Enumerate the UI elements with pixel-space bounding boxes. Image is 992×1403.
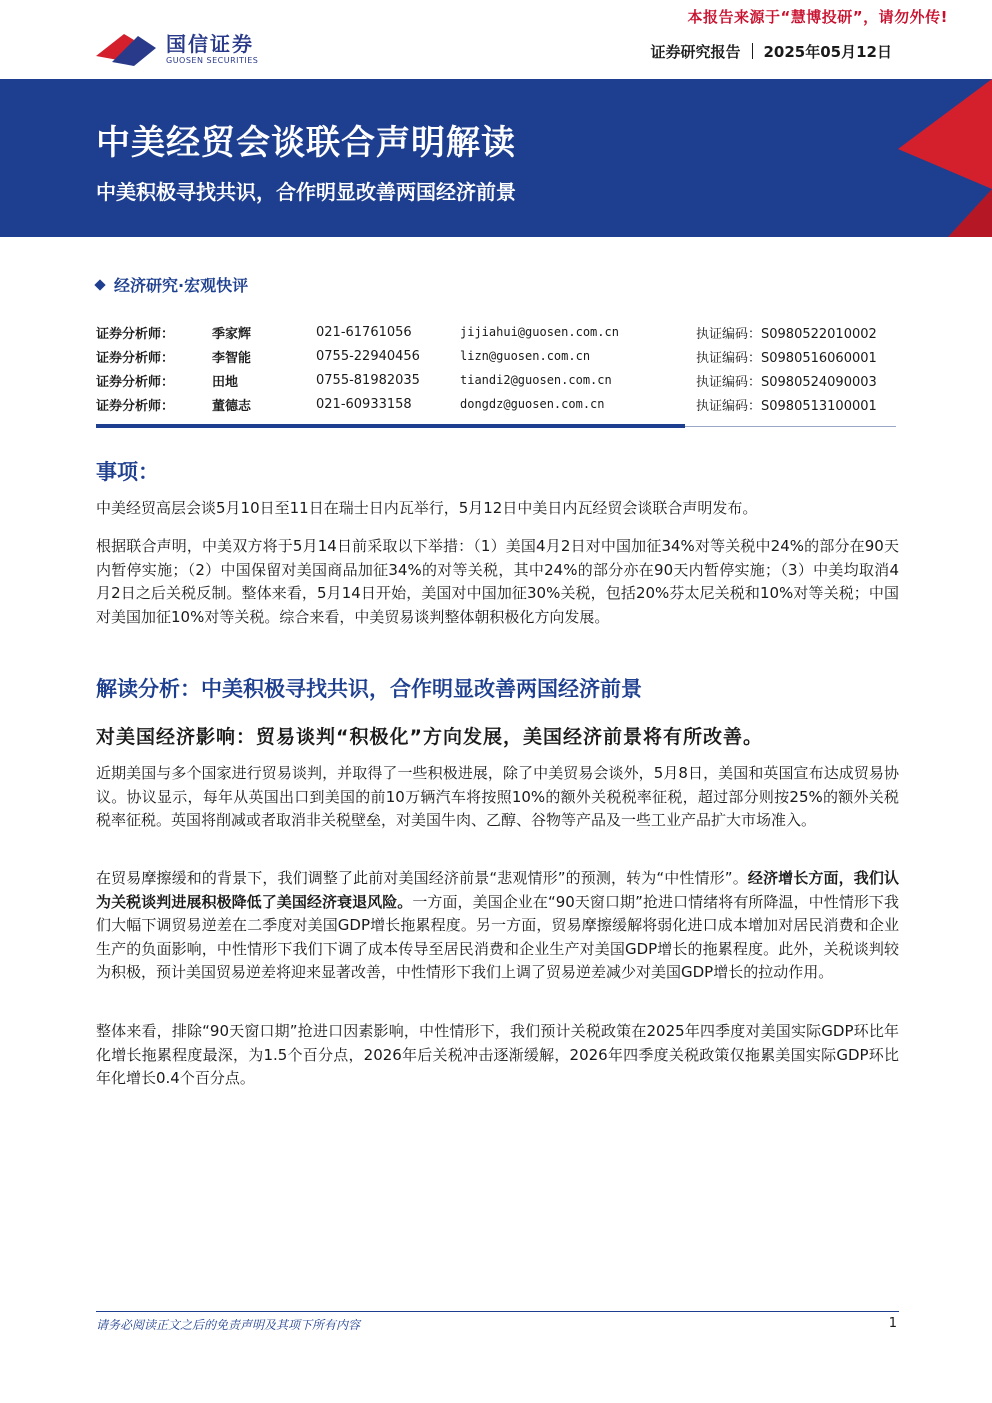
analyst-role: 证券分析师： [96,350,175,366]
section-divider [96,424,685,428]
analyst-role: 证券分析师： [96,326,175,342]
analyst-phone: 021-60933158 [316,396,412,412]
report-type: 证券研究报告 [650,43,741,61]
analyst-cert: 执证编码：S0980524090003 [696,374,877,390]
impact-heading: 对美国经济影响：贸易谈判“积极化”方向发展，美国经济前景将有所改善。 [96,726,763,748]
analyst-row [96,392,896,416]
analyst-cert: 执证编码：S0980522010002 [696,326,877,342]
impact-p2-lead: 在贸易摩擦缓和的背景下，我们调整了此前对美国经济前景“悲观情形”的预测，转为“中性情形”。 [96,869,748,887]
page-number: 1 [888,1316,897,1331]
analyst-role: 证券分析师： [96,398,175,414]
meta-divider [752,43,753,59]
footer-divider [96,1311,899,1312]
analyst-row [96,344,896,368]
impact-paragraph-3: 整体来看，排除“90天窗口期”抢进口因素影响，中性情形下，我们预计关税政策在2025年四季度对美国实际GDP环比年化增长拖累程度最深，为1.5个百分点，2026年后关税冲击逐渐缓解，2026年四季度关税政策仅拖累美国实际GDP环比年化增长0.4个百分点。 [96,1022,899,1087]
report-category [96,273,248,296]
analyst-name: 季家辉 [212,326,252,342]
source-notice: 本报告来源于“慧博投研”，请勿外传! [687,8,948,26]
events-paragraph-2: 根据联合声明，中美双方将于5月14日前采取以下举措：（1）美国4月2日对中国加征34%对等关税中24%的部分在90天内暂停实施；（2）中国保留对美国商品加征34%的对等关税，其中24%的部分亦在90天内暂停实施；（3）中美均取消4月2日之后关税反制。整体来看，5月14日开始，美国对中国加征30%关税，包括20%芬太尼关税和10%对等关税；中国对美国加征10%对等关税。综合来看，中美贸易谈判整体朝积极化方向发展。 [96,537,899,626]
impact-paragraph-1: 近期美国与多个国家进行贸易谈判，并取得了一些积极进展，除了中美贸易会谈外，5月8日，美国和英国宣布达成贸易协议。协议显示，每年从英国出口到美国的前10万辆汽车将按照10%的额外关税税率征税，超过部分则按25%的额外关税税率征税。英国将削减或者取消非关税壁垒，对美国牛肉、乙醇、谷物等产品及一些工业产品扩大市场准入。 [96,764,899,829]
impact-paragraph-2 [96,867,899,985]
report-subtitle: 中美积极寻找共识，合作明显改善两国经济前景 [96,180,516,204]
category-label: 经济研究·宏观快评 [114,276,249,295]
analyst-name: 董德志 [212,398,252,414]
analyst-cert: 执证编码：S0980516060001 [696,350,877,366]
guosen-logo-mark-icon [94,26,158,70]
footer-disclaimer: 请务必阅读正文之后的免责声明及其项下所有内容 [96,1318,361,1332]
diamond-bullet-icon [94,279,105,290]
analyst-email: lizn@guosen.com.cn [460,349,591,363]
analyst-phone: 021-61761056 [316,324,412,340]
analysis-heading: 解读分析：中美积极寻找共识，合作明显改善两国经济前景 [96,677,642,701]
report-meta [650,41,892,62]
analyst-email: dongdz@guosen.com.cn [460,397,605,411]
analyst-phone: 0755-81982035 [316,372,420,388]
impact-p2-bold: 经济增长方面，我们认为关税谈判进展积极降低了美国经济衰退风险。 [96,869,899,911]
logo-text-cn: 国信证券 [166,32,254,56]
report-title: 中美经贸会谈联合声明解读 [96,123,516,163]
report-date: 2025年05月12日 [763,43,892,61]
analyst-role: 证券分析师： [96,374,175,390]
analyst-table [96,320,896,416]
analyst-name: 李智能 [212,350,252,366]
events-paragraph-1: 中美经贸高层会谈5月10日至11日在瑞士日内瓦举行，5月12日中美日内瓦经贸会谈联合声明发布。 [96,499,758,517]
title-banner [0,79,992,237]
analyst-row [96,368,896,392]
impact-p2-rest: 一方面，美国企业在“90天窗口期”抢进口情绪将有所降温，中性情形下我们大幅下调贸易逆差在二季度对美国GDP增长拖累程度。另一方面，贸易摩擦缓解将弱化进口成本增加对居民消费和企业生产的负面影响，中性情形下我们下调了成本传导至居民消费和企业生产对美国GDP增长的拖累程度。此外，关税谈判较为积极，预计美国贸易逆差将迎来显著改善，中性情形下我们上调了贸易逆差减少对美国GDP增长的拉动作用。 [96,892,899,981]
analyst-email: tiandi2@guosen.com.cn [460,373,612,387]
analyst-email: jijiahui@guosen.com.cn [460,325,619,339]
section-divider-thin [685,426,896,427]
banner-red-accent-icon [852,79,992,237]
analyst-name: 田地 [212,374,239,390]
analyst-cert: 执证编码：S0980513100001 [696,398,877,414]
analyst-phone: 0755-22940456 [316,348,420,364]
events-heading: 事项： [96,460,159,484]
analyst-row [96,320,896,344]
logo-text-en: GUOSEN SECURITIES [166,56,259,65]
guosen-logo [94,26,294,70]
